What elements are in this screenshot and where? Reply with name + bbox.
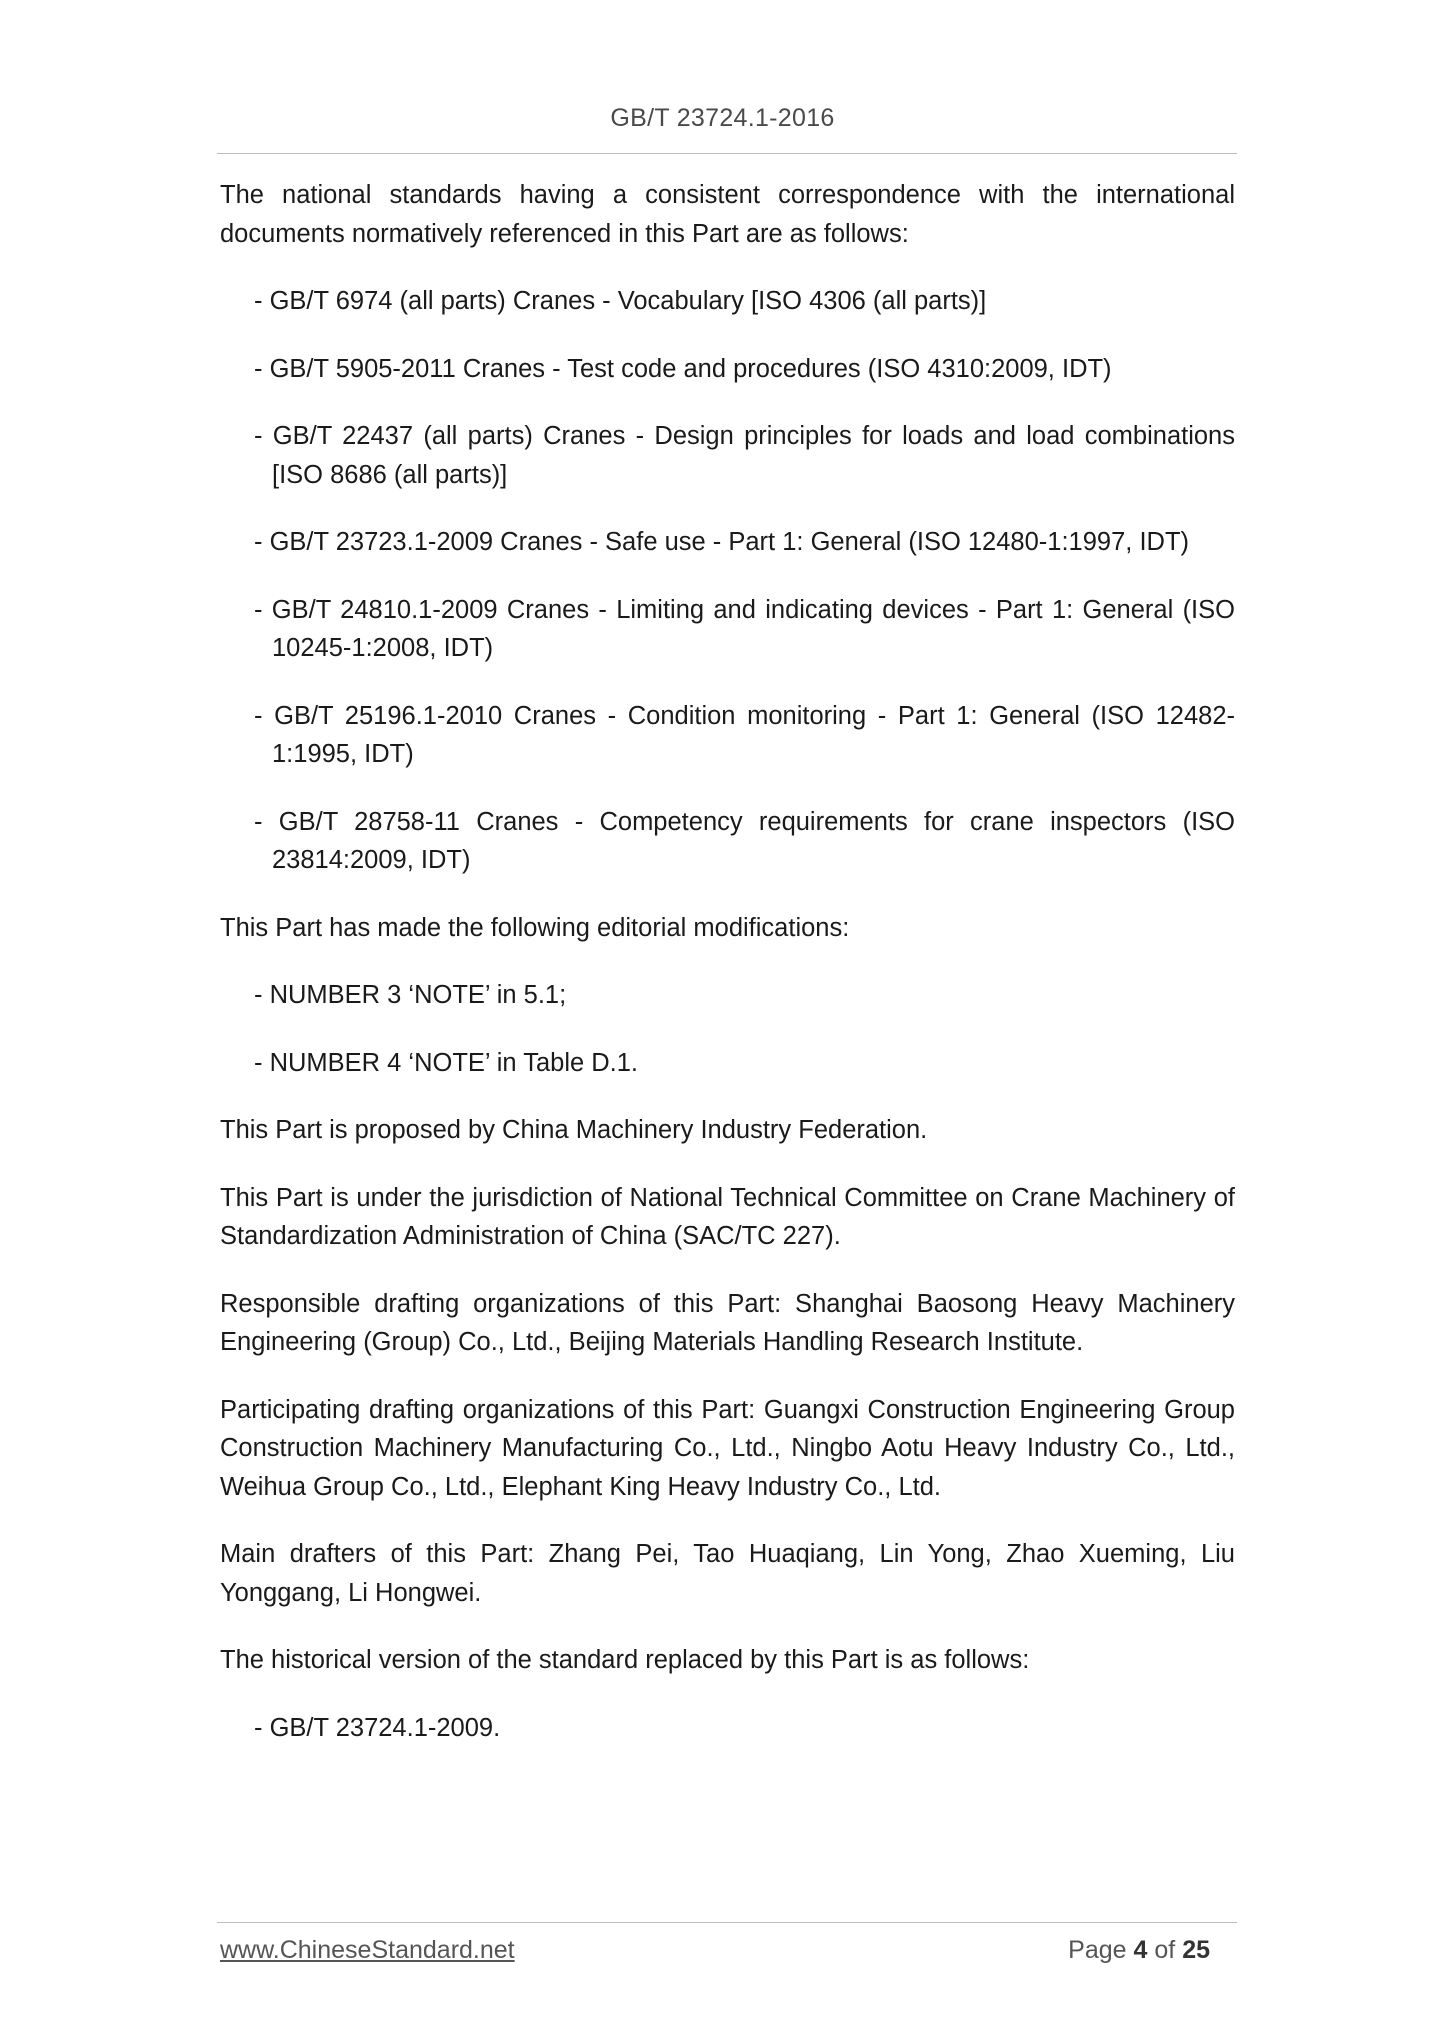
responsible-organizations-paragraph: Responsible drafting organizations of this Part: Shanghai Baosong Heavy Machinery Engineering (Group) Co., Ltd., Beijing Materials Handling Research Institute. xyxy=(220,1289,1235,1356)
website-link[interactable]: www.ChineseStandard.net xyxy=(220,1936,515,1964)
page-number xyxy=(1068,1936,1210,1965)
header-divider xyxy=(217,153,1237,154)
document-body xyxy=(220,176,1235,1776)
jurisdiction-paragraph: This Part is under the jurisdiction of National Technical Committee on Crane Machinery of Standardization Administration of China (SAC/TC 227). xyxy=(220,1183,1235,1250)
reference-item: - GB/T 24810.1-2009 Cranes - Limiting and indicating devices - Part 1: General (ISO 10245-1:2008, IDT) xyxy=(254,595,1235,662)
reference-item: - GB/T 5905-2011 Cranes - Test code and procedures (ISO 4310:2009, IDT) xyxy=(254,354,1112,383)
page-header-title: GB/T 23724.1-2016 xyxy=(610,104,835,132)
history-item: - GB/T 23724.1-2009. xyxy=(254,1713,501,1742)
page-prefix: Page xyxy=(1068,1936,1127,1964)
reference-item: - GB/T 25196.1-2010 Cranes - Condition monitoring - Part 1: General (ISO 12482-1:1995, IDT) xyxy=(254,701,1235,768)
modification-item: - NUMBER 4 ‘NOTE’ in Table D.1. xyxy=(254,1048,639,1077)
page-current: 4 xyxy=(1133,1936,1148,1964)
modification-item: - NUMBER 3 ‘NOTE’ in 5.1; xyxy=(254,981,567,1009)
modifications-intro-paragraph: This Part has made the following editorial modifications: xyxy=(220,913,850,942)
reference-item: - GB/T 22437 (all parts) Cranes - Design principles for loads and load combinations [ISO 8686 (all parts)] xyxy=(254,422,1235,489)
main-drafters-paragraph: Main drafters of this Part: Zhang Pei, Tao Huaqiang, Lin Yong, Zhao Xueming, Liu Yonggang, Li Hongwei. xyxy=(220,1540,1235,1607)
history-intro-paragraph: The historical version of the standard replaced by this Part is as follows: xyxy=(220,1646,1030,1674)
participating-organizations-paragraph: Participating drafting organizations of this Part: Guangxi Construction Engineering Group Construction Machinery Manufacturing Co., Ltd., Ningbo Aotu Heavy Industry Co., Ltd., Weihua Group Co., Ltd., Elephant King Heavy Industry Co., Ltd. xyxy=(220,1395,1235,1501)
reference-item: - GB/T 28758-11 Cranes - Competency requirements for crane inspectors (ISO 23814:2009, IDT) xyxy=(254,807,1235,874)
reference-item: - GB/T 6974 (all parts) Cranes - Vocabulary [ISO 4306 (all parts)] xyxy=(254,287,987,315)
page-of: of xyxy=(1154,1936,1176,1964)
proposed-by-paragraph: This Part is proposed by China Machinery Industry Federation. xyxy=(220,1116,928,1144)
references-intro-paragraph: The national standards having a consistent correspondence with the international documents normatively referenced in this Part are as follows: xyxy=(220,181,1235,248)
footer-divider xyxy=(217,1922,1237,1923)
page-total: 25 xyxy=(1182,1936,1210,1964)
reference-item: - GB/T 23723.1-2009 Cranes - Safe use - Part 1: General (ISO 12480-1:1997, IDT) xyxy=(254,528,1190,556)
